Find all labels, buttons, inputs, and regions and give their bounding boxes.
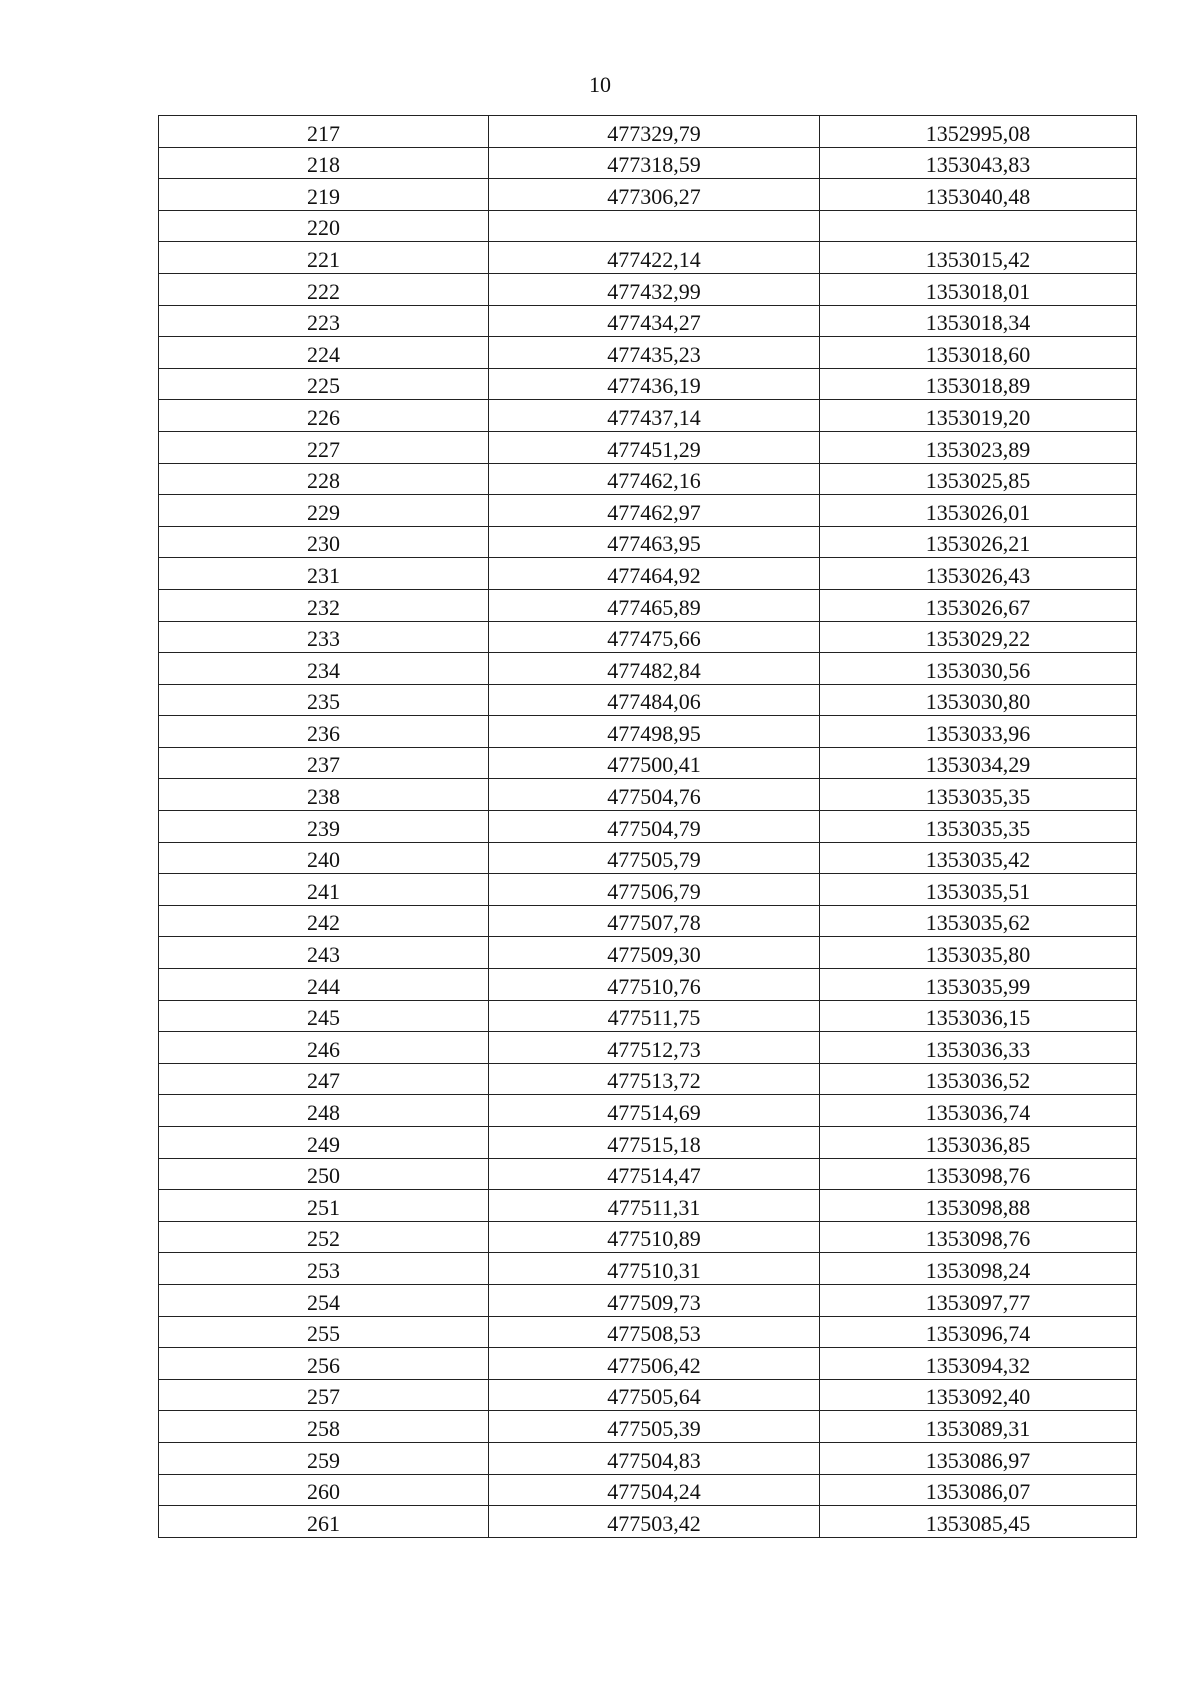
x-coordinate-cell: 477422,14 xyxy=(489,242,820,274)
y-coordinate-cell: 1353036,33 xyxy=(820,1032,1137,1064)
x-coordinate-cell: 477510,89 xyxy=(489,1221,820,1253)
y-coordinate-cell: 1353035,42 xyxy=(820,842,1137,874)
x-coordinate-cell: 477436,19 xyxy=(489,368,820,400)
x-coordinate-cell: 477465,89 xyxy=(489,589,820,621)
y-coordinate-cell: 1353036,15 xyxy=(820,1000,1137,1032)
x-coordinate-cell: 477451,29 xyxy=(489,431,820,463)
y-coordinate-cell: 1353026,21 xyxy=(820,526,1137,558)
y-coordinate-cell: 1353089,31 xyxy=(820,1411,1137,1443)
x-coordinate-cell: 477512,73 xyxy=(489,1032,820,1064)
x-coordinate-cell: 477504,79 xyxy=(489,811,820,843)
x-coordinate-cell: 477508,53 xyxy=(489,1316,820,1348)
table-row xyxy=(159,905,1137,937)
y-coordinate-cell: 1353018,60 xyxy=(820,337,1137,369)
x-coordinate-cell: 477434,27 xyxy=(489,305,820,337)
x-coordinate-cell: 477318,59 xyxy=(489,147,820,179)
point-number-cell: 256 xyxy=(159,1348,489,1380)
table-row xyxy=(159,1348,1137,1380)
table-row xyxy=(159,653,1137,685)
x-coordinate-cell: 477329,79 xyxy=(489,116,820,148)
table-row xyxy=(159,1221,1137,1253)
table-row xyxy=(159,273,1137,305)
table-row xyxy=(159,526,1137,558)
y-coordinate-cell: 1353035,99 xyxy=(820,969,1137,1001)
table-row xyxy=(159,179,1137,211)
x-coordinate-cell: 477510,31 xyxy=(489,1253,820,1285)
point-number-cell: 220 xyxy=(159,210,489,242)
point-number-cell: 246 xyxy=(159,1032,489,1064)
point-number-cell: 258 xyxy=(159,1411,489,1443)
point-number-cell: 241 xyxy=(159,874,489,906)
point-number-cell: 242 xyxy=(159,905,489,937)
x-coordinate-cell: 477500,41 xyxy=(489,747,820,779)
point-number-cell: 217 xyxy=(159,116,489,148)
table-row xyxy=(159,1474,1137,1506)
y-coordinate-cell: 1353085,45 xyxy=(820,1506,1137,1538)
table-row xyxy=(159,1284,1137,1316)
point-number-cell: 261 xyxy=(159,1506,489,1538)
point-number-cell: 238 xyxy=(159,779,489,811)
point-number-cell: 243 xyxy=(159,937,489,969)
table-row xyxy=(159,1032,1137,1064)
point-number-cell: 249 xyxy=(159,1127,489,1159)
table-row xyxy=(159,937,1137,969)
table-row xyxy=(159,431,1137,463)
table-row xyxy=(159,1411,1137,1443)
page-number: 10 xyxy=(589,72,611,97)
y-coordinate-cell: 1353086,97 xyxy=(820,1442,1137,1474)
x-coordinate-cell: 477505,39 xyxy=(489,1411,820,1443)
point-number-cell: 231 xyxy=(159,558,489,590)
table-row xyxy=(159,811,1137,843)
y-coordinate-cell: 1353019,20 xyxy=(820,400,1137,432)
x-coordinate-cell: 477505,79 xyxy=(489,842,820,874)
x-coordinate-cell: 477506,79 xyxy=(489,874,820,906)
table-row xyxy=(159,1190,1137,1222)
y-coordinate-cell: 1353033,96 xyxy=(820,716,1137,748)
y-coordinate-cell: 1353094,32 xyxy=(820,1348,1137,1380)
x-coordinate-cell xyxy=(489,210,820,242)
point-number-cell: 260 xyxy=(159,1474,489,1506)
table-row xyxy=(159,368,1137,400)
y-coordinate-cell: 1353040,48 xyxy=(820,179,1137,211)
point-number-cell: 250 xyxy=(159,1158,489,1190)
point-number-cell: 240 xyxy=(159,842,489,874)
table-row xyxy=(159,1379,1137,1411)
x-coordinate-cell: 477514,47 xyxy=(489,1158,820,1190)
y-coordinate-cell: 1353098,88 xyxy=(820,1190,1137,1222)
point-number-cell: 247 xyxy=(159,1063,489,1095)
y-coordinate-cell: 1353098,24 xyxy=(820,1253,1137,1285)
y-coordinate-cell: 1353098,76 xyxy=(820,1221,1137,1253)
table-row xyxy=(159,1506,1137,1538)
y-coordinate-cell: 1353034,29 xyxy=(820,747,1137,779)
x-coordinate-cell: 477513,72 xyxy=(489,1063,820,1095)
point-number-cell: 248 xyxy=(159,1095,489,1127)
x-coordinate-cell: 477463,95 xyxy=(489,526,820,558)
y-coordinate-cell: 1353023,89 xyxy=(820,431,1137,463)
y-coordinate-cell: 1352995,08 xyxy=(820,116,1137,148)
table-row xyxy=(159,1316,1137,1348)
point-number-cell: 236 xyxy=(159,716,489,748)
table-row xyxy=(159,842,1137,874)
point-number-cell: 224 xyxy=(159,337,489,369)
table-row xyxy=(159,116,1137,148)
point-number-cell: 252 xyxy=(159,1221,489,1253)
table-row xyxy=(159,463,1137,495)
x-coordinate-cell: 477506,42 xyxy=(489,1348,820,1380)
point-number-cell: 257 xyxy=(159,1379,489,1411)
y-coordinate-cell: 1353096,74 xyxy=(820,1316,1137,1348)
table-row xyxy=(159,621,1137,653)
table-row xyxy=(159,242,1137,274)
point-number-cell: 235 xyxy=(159,684,489,716)
table-row xyxy=(159,337,1137,369)
y-coordinate-cell: 1353018,34 xyxy=(820,305,1137,337)
table-row xyxy=(159,1000,1137,1032)
table-row xyxy=(159,1127,1137,1159)
x-coordinate-cell: 477435,23 xyxy=(489,337,820,369)
y-coordinate-cell: 1353097,77 xyxy=(820,1284,1137,1316)
x-coordinate-cell: 477515,18 xyxy=(489,1127,820,1159)
x-coordinate-cell: 477475,66 xyxy=(489,621,820,653)
y-coordinate-cell: 1353030,56 xyxy=(820,653,1137,685)
point-number-cell: 259 xyxy=(159,1442,489,1474)
table-row xyxy=(159,1442,1137,1474)
point-number-cell: 239 xyxy=(159,811,489,843)
x-coordinate-cell: 477437,14 xyxy=(489,400,820,432)
x-coordinate-cell: 477432,99 xyxy=(489,273,820,305)
y-coordinate-cell xyxy=(820,210,1137,242)
x-coordinate-cell: 477504,83 xyxy=(489,1442,820,1474)
x-coordinate-cell: 477482,84 xyxy=(489,653,820,685)
x-coordinate-cell: 477505,64 xyxy=(489,1379,820,1411)
point-number-cell: 254 xyxy=(159,1284,489,1316)
point-number-cell: 221 xyxy=(159,242,489,274)
y-coordinate-cell: 1353035,51 xyxy=(820,874,1137,906)
x-coordinate-cell: 477509,73 xyxy=(489,1284,820,1316)
table-row xyxy=(159,495,1137,527)
y-coordinate-cell: 1353029,22 xyxy=(820,621,1137,653)
x-coordinate-cell: 477306,27 xyxy=(489,179,820,211)
y-coordinate-cell: 1353026,01 xyxy=(820,495,1137,527)
table-row xyxy=(159,779,1137,811)
table-row xyxy=(159,400,1137,432)
point-number-cell: 229 xyxy=(159,495,489,527)
coordinates-table xyxy=(158,115,1137,1538)
point-number-cell: 244 xyxy=(159,969,489,1001)
point-number-cell: 219 xyxy=(159,179,489,211)
y-coordinate-cell: 1353015,42 xyxy=(820,242,1137,274)
point-number-cell: 218 xyxy=(159,147,489,179)
x-coordinate-cell: 477464,92 xyxy=(489,558,820,590)
point-number-cell: 223 xyxy=(159,305,489,337)
point-number-cell: 233 xyxy=(159,621,489,653)
x-coordinate-cell: 477462,97 xyxy=(489,495,820,527)
table-row xyxy=(159,589,1137,621)
y-coordinate-cell: 1353035,35 xyxy=(820,779,1137,811)
y-coordinate-cell: 1353030,80 xyxy=(820,684,1137,716)
x-coordinate-cell: 477498,95 xyxy=(489,716,820,748)
table-row xyxy=(159,1158,1137,1190)
point-number-cell: 225 xyxy=(159,368,489,400)
point-number-cell: 230 xyxy=(159,526,489,558)
point-number-cell: 245 xyxy=(159,1000,489,1032)
x-coordinate-cell: 477462,16 xyxy=(489,463,820,495)
x-coordinate-cell: 477503,42 xyxy=(489,1506,820,1538)
table-row xyxy=(159,716,1137,748)
table-row xyxy=(159,1095,1137,1127)
coordinates-table-body xyxy=(159,116,1137,1538)
table-row xyxy=(159,969,1137,1001)
point-number-cell: 228 xyxy=(159,463,489,495)
x-coordinate-cell: 477509,30 xyxy=(489,937,820,969)
y-coordinate-cell: 1353098,76 xyxy=(820,1158,1137,1190)
table-row xyxy=(159,684,1137,716)
y-coordinate-cell: 1353026,67 xyxy=(820,589,1137,621)
y-coordinate-cell: 1353035,35 xyxy=(820,811,1137,843)
table-row xyxy=(159,747,1137,779)
x-coordinate-cell: 477504,24 xyxy=(489,1474,820,1506)
x-coordinate-cell: 477510,76 xyxy=(489,969,820,1001)
x-coordinate-cell: 477504,76 xyxy=(489,779,820,811)
x-coordinate-cell: 477484,06 xyxy=(489,684,820,716)
point-number-cell: 237 xyxy=(159,747,489,779)
y-coordinate-cell: 1353018,89 xyxy=(820,368,1137,400)
y-coordinate-cell: 1353026,43 xyxy=(820,558,1137,590)
point-number-cell: 232 xyxy=(159,589,489,621)
y-coordinate-cell: 1353036,52 xyxy=(820,1063,1137,1095)
point-number-cell: 255 xyxy=(159,1316,489,1348)
table-row xyxy=(159,210,1137,242)
table-row xyxy=(159,558,1137,590)
point-number-cell: 226 xyxy=(159,400,489,432)
point-number-cell: 234 xyxy=(159,653,489,685)
y-coordinate-cell: 1353018,01 xyxy=(820,273,1137,305)
y-coordinate-cell: 1353025,85 xyxy=(820,463,1137,495)
y-coordinate-cell: 1353035,80 xyxy=(820,937,1137,969)
point-number-cell: 253 xyxy=(159,1253,489,1285)
table-row xyxy=(159,305,1137,337)
table-row xyxy=(159,1253,1137,1285)
point-number-cell: 222 xyxy=(159,273,489,305)
y-coordinate-cell: 1353036,85 xyxy=(820,1127,1137,1159)
table-row xyxy=(159,1063,1137,1095)
x-coordinate-cell: 477511,31 xyxy=(489,1190,820,1222)
point-number-cell: 227 xyxy=(159,431,489,463)
table-row xyxy=(159,874,1137,906)
table-row xyxy=(159,147,1137,179)
y-coordinate-cell: 1353036,74 xyxy=(820,1095,1137,1127)
x-coordinate-cell: 477507,78 xyxy=(489,905,820,937)
x-coordinate-cell: 477511,75 xyxy=(489,1000,820,1032)
point-number-cell: 251 xyxy=(159,1190,489,1222)
x-coordinate-cell: 477514,69 xyxy=(489,1095,820,1127)
y-coordinate-cell: 1353035,62 xyxy=(820,905,1137,937)
y-coordinate-cell: 1353092,40 xyxy=(820,1379,1137,1411)
y-coordinate-cell: 1353086,07 xyxy=(820,1474,1137,1506)
y-coordinate-cell: 1353043,83 xyxy=(820,147,1137,179)
